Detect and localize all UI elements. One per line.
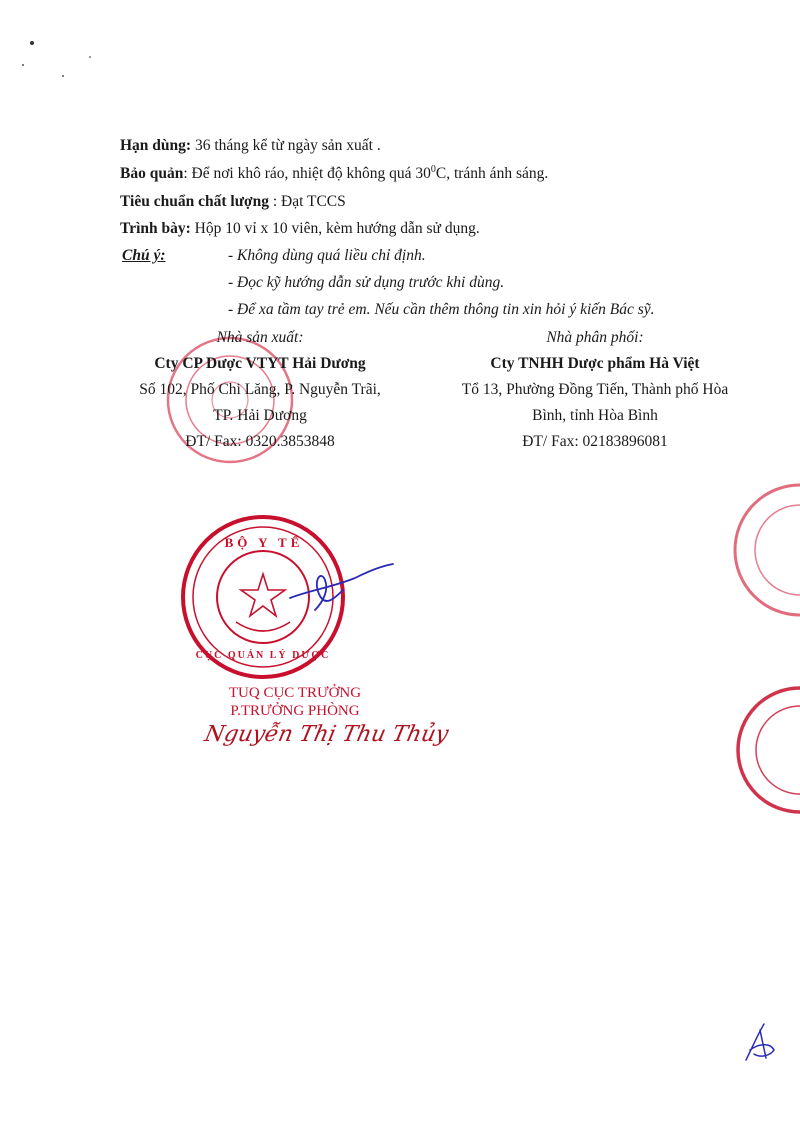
storage-text-before: : Để nơi khô ráo, nhiệt độ không quá 30 xyxy=(183,165,431,182)
storage-label: Bảo quản xyxy=(120,165,184,182)
packaging-label: Trình bày: xyxy=(120,220,191,237)
storage-degree: 0 xyxy=(430,163,436,175)
note-item: - Không dùng quá liều chỉ định. xyxy=(228,247,426,264)
approval-title-1: TUQ CỤC TRƯỞNG xyxy=(228,685,362,701)
notes-label xyxy=(122,247,166,265)
signer-name: Nguyễn Thị Thu Thủy xyxy=(202,722,451,747)
storage-text-after: C, tránh ánh sáng. xyxy=(435,165,549,182)
standard-line xyxy=(120,193,346,211)
approval-title-2: P.TRƯỞNG PHÒNG xyxy=(230,703,360,719)
signature-ink xyxy=(285,550,405,630)
packaging-text: Hộp 10 vỉ x 10 viên, kèm hướng dẫn sử dụng. xyxy=(190,220,480,237)
packaging-line xyxy=(120,220,480,238)
edge-stamp-bottom xyxy=(700,680,800,820)
manufacturer-phone: ĐT/ Fax: 0320.3853848 xyxy=(185,433,335,450)
standard-label: Tiêu chuẩn chất lượng xyxy=(120,193,269,210)
distributor-address-2: Bình, tỉnh Hòa Bình xyxy=(532,407,658,424)
distributor-name: Cty TNHH Dược phẩm Hà Việt xyxy=(490,355,700,372)
expiry-label: Hạn dùng: xyxy=(120,137,192,154)
note-item: - Để xa tầm tay trẻ em. Nếu cần thêm thông tin xin hỏi ý kiến Bác sỹ. xyxy=(228,301,655,318)
note-item: - Đọc kỹ hướng dẫn sử dụng trước khi dùng. xyxy=(228,274,505,291)
initials-mark xyxy=(740,1020,780,1065)
distributor-role: Nhà phân phối: xyxy=(546,329,644,346)
manufacturer-role: Nhà sản xuất: xyxy=(216,329,304,346)
manufacturer-block xyxy=(115,325,405,455)
expiry-line xyxy=(120,137,381,155)
manufacturer-address-1: Số 102, Phố Chi Lăng, P. Nguyễn Trãi, xyxy=(139,381,381,398)
edge-stamp-top xyxy=(690,480,800,630)
manufacturer-name: Cty CP Dược VTYT Hải Dương xyxy=(154,355,366,372)
notes-label-suffix: : xyxy=(160,247,166,264)
distributor-address-1: Tổ 13, Phường Đồng Tiến, Thành phố Hòa xyxy=(461,381,729,398)
stamp-bottom-text: CỤC QUẢN LÝ DƯỢC xyxy=(195,650,331,661)
scan-specks xyxy=(20,35,100,95)
notes-label-text: Chú ý xyxy=(122,247,161,264)
manufacturer-address-2: TP. Hải Dương xyxy=(213,407,307,424)
distributor-block xyxy=(440,325,750,455)
expiry-text: 36 tháng kể từ ngày sản xuất . xyxy=(191,137,381,154)
standard-text: : Đạt TCCS xyxy=(268,193,346,210)
storage-line xyxy=(120,165,548,183)
stamp-top-text: BỘ Y TẾ xyxy=(224,535,304,550)
distributor-phone: ĐT/ Fax: 02183896081 xyxy=(522,433,668,450)
